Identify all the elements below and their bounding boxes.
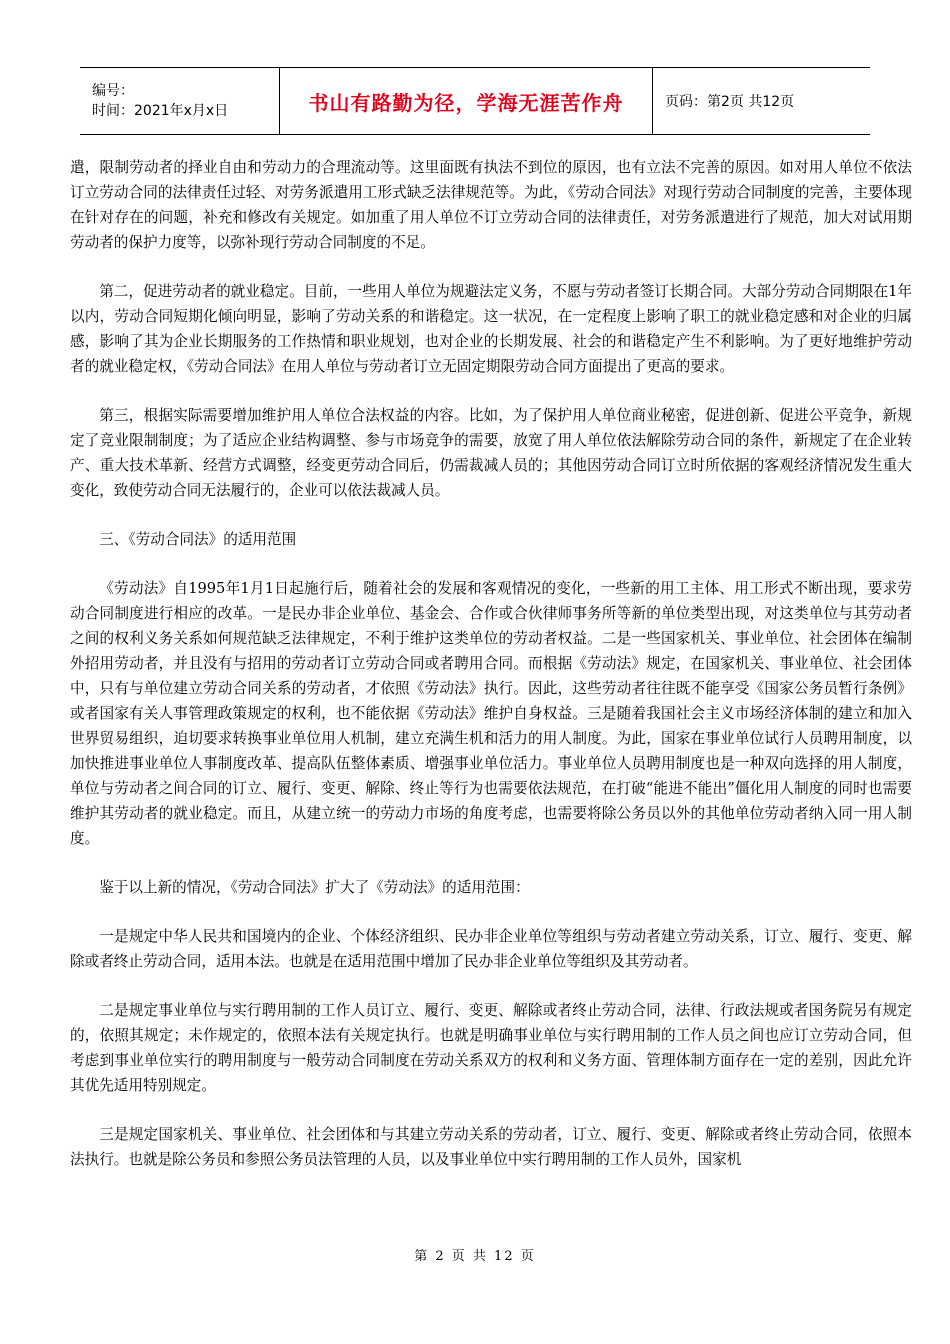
paragraph: 《劳动法》自1995年1月1日起施行后，随着社会的发展和客观情况的变化，一些新的用工主体、用工形式不断出现，要求劳动合同制度进行相应的改革。一是民办非企业单位、基金会、合作或合伙律师事务所等新的单位类型出现，对这类单位与其劳动者之间的权利义务关系如何规范缺乏法律规定，不利于维护这类单位的劳动者权益。二是一些国家机关、事业单位、社会团体在编制外招用劳动者，并且没有与招用的劳动者订立劳动合同或者聘用合同。而根据《劳动法》规定，在国家机关、事业单位、社会团体中，只有与单位建立劳动合同关系的劳动者，才依照《劳动法》执行。因此，这些劳动者往往既不能享受《国家公务员暂行条例》或者国家有关人事管理政策规定的权利，也不能依据《劳动法》维护自身权益。三是随着我国社会主义市场经济体制的建立和加入世界贸易组织，迫切要求转换事业单位用人机制，建立充满生机和活力的用人制度。为此，国家在事业单位试行人员聘用制度，以加快推进事业单位人事制度改革、提高队伍整体素质、增强事业单位活力。事业单位人员聘用制度也是一种双向选择的用人制度，单位与劳动者之间合同的订立、履行、变更、解除、终止等行为也需要依法规范，在打破“能进不能出”僵化用人制度的同时也需要维护其劳动者的就业稳定。而且，从建立统一的劳动力市场的角度考虑，也需要将除公务员以外的其他单位劳动者纳入同一用人制度。 bbox=[70, 580, 912, 847]
header-page-info-cell bbox=[653, 68, 794, 134]
paragraph: 鉴于以上新的情况，《劳动合同法》扩大了《劳动法》的适用范围： bbox=[99, 879, 530, 896]
section-heading: 三、《劳动合同法》的适用范围 bbox=[99, 531, 297, 548]
header-meta bbox=[80, 68, 280, 134]
paragraph: 第三，根据实际需要增加维护用人单位合法权益的内容。比如，为了保护用人单位商业秘密，促进创新、促进公平竞争，新规定了竞业限制制度；为了适应企业结构调整、参与市场竞争的需要，放宽了用人单位依法解除劳动合同的条件，新规定了在企业转产、重大技术革新、经营方式调整，经变更劳动合同后，仍需裁减人员的；其他因劳动合同订立时所依据的客观经济情况发生重大变化，致使劳动合同无法履行的，企业可以依法裁减人员。 bbox=[70, 407, 912, 499]
page-footer: 第 2 页 共 12 页 bbox=[414, 1249, 536, 1264]
header-motto-cell bbox=[280, 68, 653, 134]
document-number-label: 编号： bbox=[92, 83, 134, 99]
header-motto: 书山有路勤为径，学海无涯苦作舟 bbox=[308, 90, 624, 115]
document-time-label: 时间：2021年x月x日 bbox=[92, 103, 229, 119]
paragraph: 二是规定事业单位与实行聘用制的工作人员订立、履行、变更、解除或者终止劳动合同，法律、行政法规或者国务院另有规定的，依照其规定；未作规定的，依照本法有关规定执行。也就是明确事业单位与实行聘用制的工作人员之间也应订立劳动合同，但考虑到事业单位实行的聘用制度与一般劳动合同制度在劳动关系双方的权利和义务方面、管理体制方面存在一定的差别，因此允许其优先适用特别规定。 bbox=[70, 1002, 912, 1094]
paragraph: 三是规定国家机关、事业单位、社会团体和与其建立劳动关系的劳动者，订立、履行、变更、解除或者终止劳动合同，依照本法执行。也就是除公务员和参照公务员法管理的人员，以及事业单位中实行聘用制的工作人员外，国家机 bbox=[70, 1126, 912, 1168]
paragraph: 一是规定中华人民共和国境内的企业、个体经济组织、民办非企业单位等组织与劳动者建立劳动关系，订立、履行、变更、解除或者终止劳动合同，适用本法。也就是在适用范围中增加了民办非企业单位等组织及其劳动者。 bbox=[70, 928, 912, 970]
paragraph: 遣，限制劳动者的择业自由和劳动力的合理流动等。这里面既有执法不到位的原因，也有立法不完善的原因。如对用人单位不依法订立劳动合同的法律责任过轻、对劳务派遣用工形式缺乏法律规范等。为此，《劳动合同法》对现行劳动合同制度的完善，主要体现在针对存在的问题，补充和修改有关规定。如加重了用人单位不订立劳动合同的法律责任，对劳务派遣进行了规范，加大对试用期劳动者的保护力度等，以弥补现行劳动合同制度的不足。 bbox=[70, 159, 912, 251]
page-header bbox=[80, 67, 870, 135]
document-body bbox=[70, 155, 912, 1196]
header-page-info: 页码：第2页 共12页 bbox=[665, 94, 795, 110]
paragraph: 第二，促进劳动者的就业稳定。目前，一些用人单位为规避法定义务，不愿与劳动者签订长期合同。大部分劳动合同期限在1年以内，劳动合同短期化倾向明显，影响了劳动关系的和谐稳定。这一状况，在一定程度上影响了职工的就业稳定感和对企业的归属感，影响了其为企业长期服务的工作热情和职业规划，也对企业的长期发展、社会的和谐稳定产生不利影响。为了更好地维护劳动者的就业稳定权，《劳动合同法》在用人单位与劳动者订立无固定期限劳动合同方面提出了更高的要求。 bbox=[70, 283, 912, 375]
